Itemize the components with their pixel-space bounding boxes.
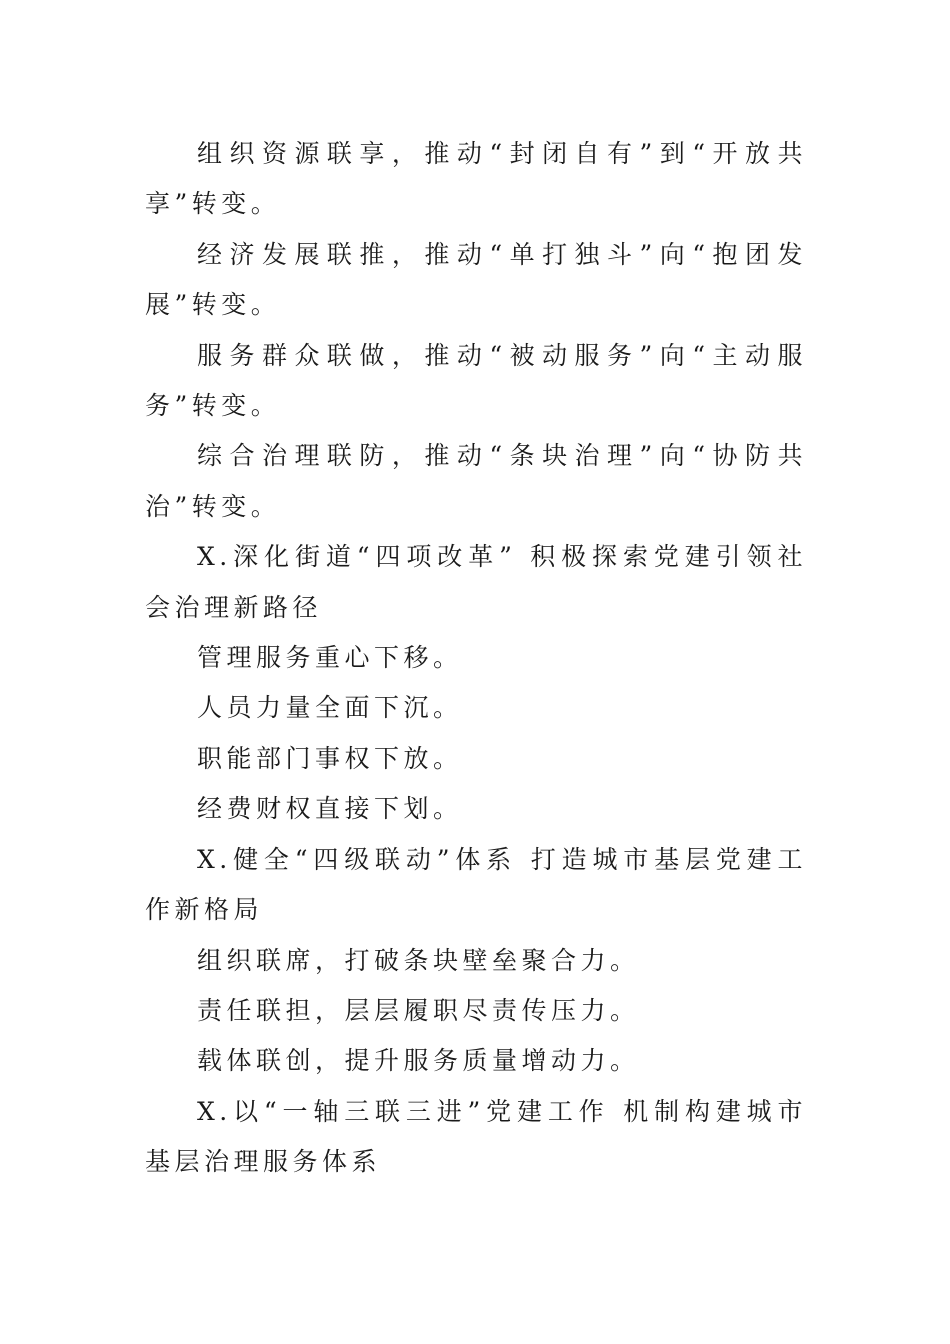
paragraph-joint-creation: 载体联创，提升服务质量增动力。: [197, 1046, 640, 1076]
paragraph-authority-delegation: 职能部门事权下放。: [197, 743, 463, 773]
paragraph-personnel-sink: 人员力量全面下沉。: [197, 693, 463, 723]
paragraph-resource-sharing: 组织资源联享，推动“封闭自有”到“开放共享”转变。: [145, 139, 807, 219]
paragraph-economic-development: 经济发展联推，推动“单打独斗”向“抱团发展”转变。: [145, 239, 807, 320]
paragraph-mass-service: 服务群众联做，推动“被动服务”向“主动服务”转变。: [145, 340, 807, 421]
paragraph-funding-allocation: 经费财权直接下划。: [197, 794, 463, 824]
section-heading-four-reforms: X.深化街道“四项改革” 积极探索党建引领社会治理新路径: [145, 542, 807, 622]
paragraph-management-shift: 管理服务重心下移。: [197, 643, 463, 673]
paragraph-shared-responsibility: 责任联担，层层履职尽责传压力。: [197, 995, 640, 1025]
paragraph-joint-meeting: 组织联席，打破条块壁垒聚合力。: [197, 945, 640, 975]
section-heading-four-level-linkage: X.健全“四级联动”体系 打造城市基层党建工作新格局: [145, 844, 807, 925]
paragraph-comprehensive-governance: 综合治理联防，推动“条块治理”向“协防共治”转变。: [145, 441, 807, 521]
section-heading-axis-mechanism: X.以“一轴三联三进”党建工作 机制构建城市基层治理服务体系: [145, 1096, 807, 1177]
document-page: [145, 129, 807, 1188]
